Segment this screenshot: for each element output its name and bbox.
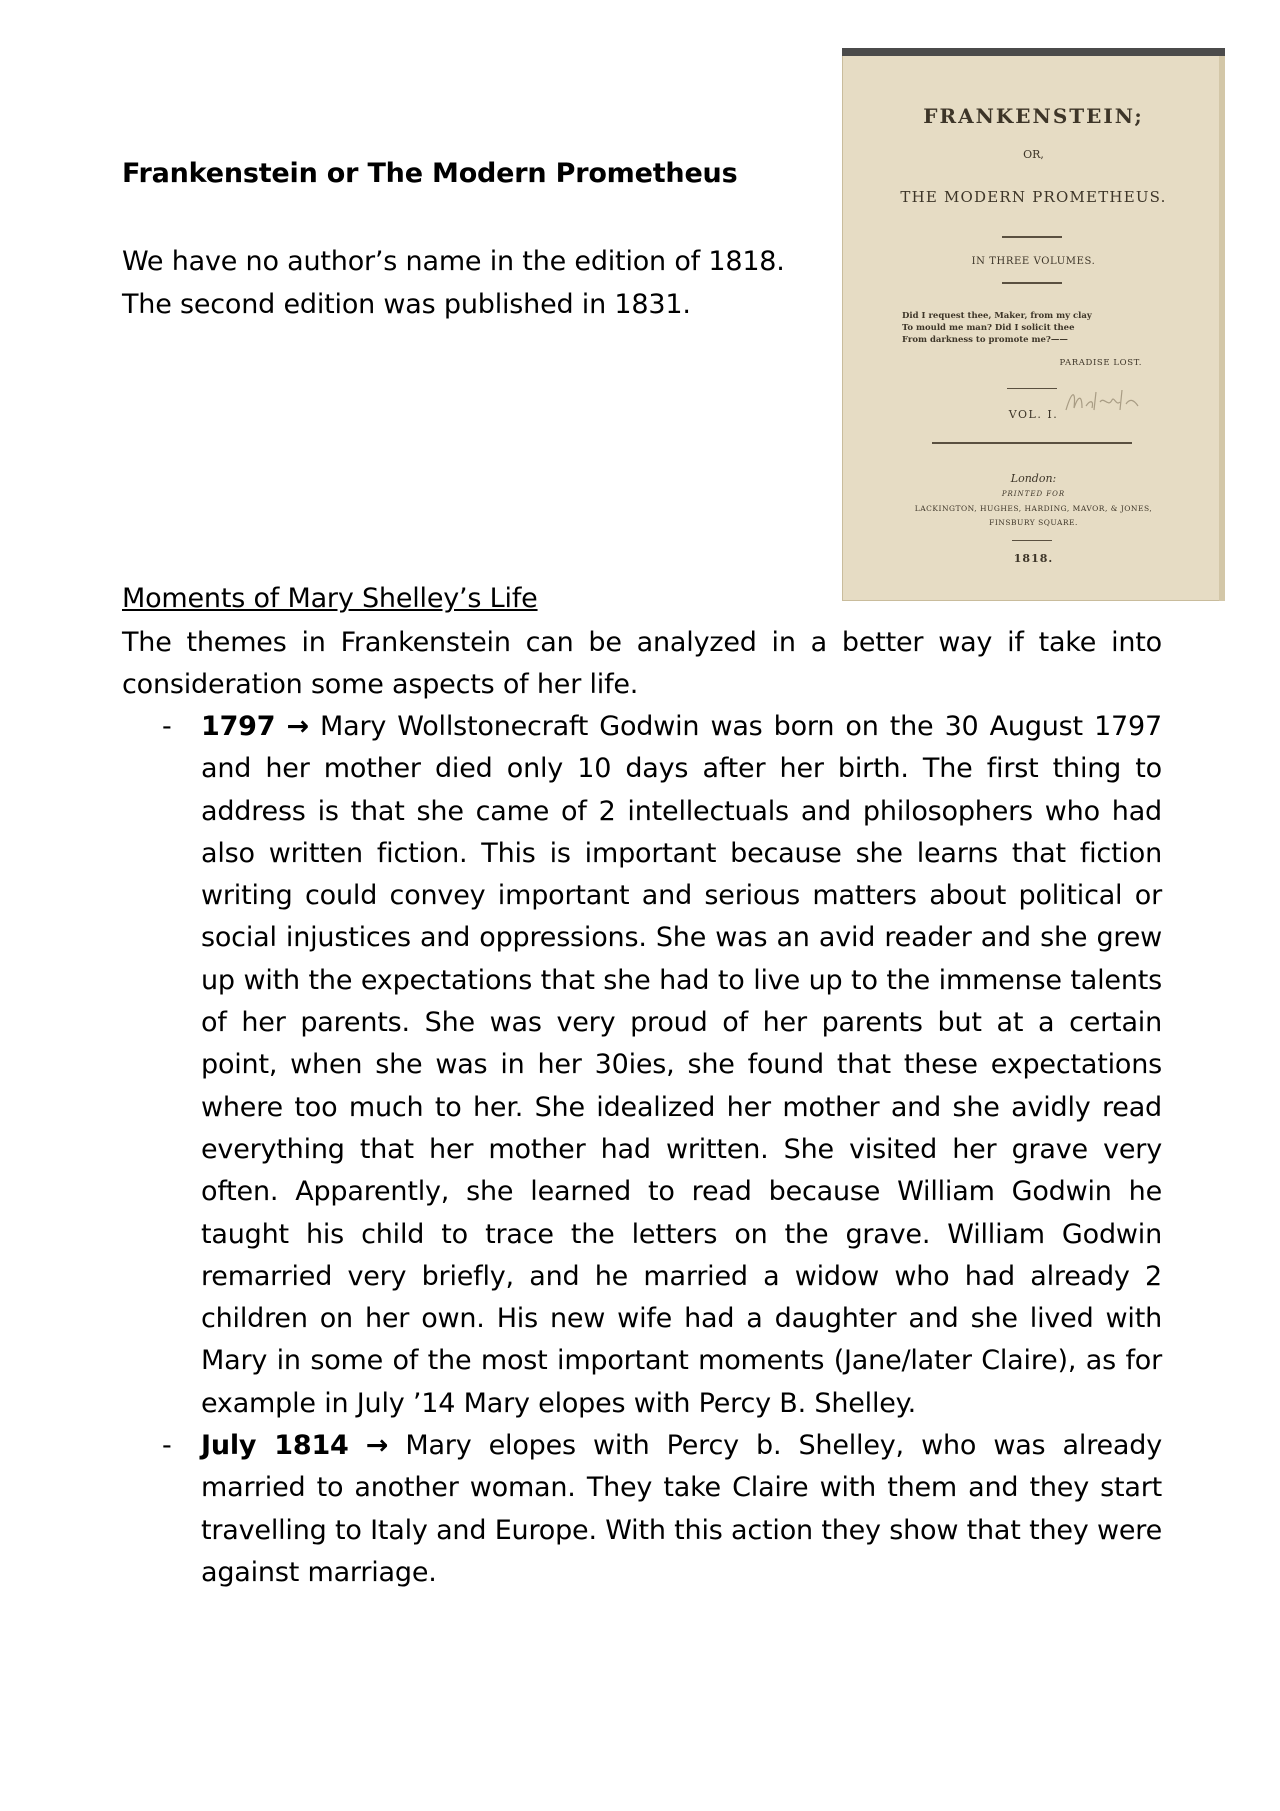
scan-book-title: FRANKENSTEIN; — [923, 104, 1144, 128]
bullet-dash: - — [162, 1430, 172, 1462]
timeline-list — [122, 706, 1162, 1594]
list-item — [122, 1425, 1162, 1594]
scan-ornament-rule — [1002, 282, 1062, 284]
intro-line: The second edition was published in 1831. — [122, 289, 691, 320]
document-title: Frankenstein or The Modern Prometheus — [122, 158, 738, 189]
section-heading: Moments of Mary Shelley’s Life — [122, 583, 538, 614]
list-item — [122, 706, 1162, 1425]
section-intro: The themes in Frankenstein can be analyzed in a better way if take into consideration some aspects of her life. — [122, 627, 1162, 700]
scan-year: 1818. — [1013, 552, 1054, 565]
scan-rule — [1007, 388, 1057, 389]
intro-line: We have no author’s name in the edition of 1818. — [122, 246, 785, 277]
scan-printed-for: PRINTED FOR — [1001, 490, 1066, 498]
intro-text — [122, 240, 842, 326]
scan-double-rule — [932, 442, 1132, 444]
handwritten-signature — [1064, 386, 1144, 416]
scan-or: OR, — [1023, 148, 1044, 161]
title-page-scan — [842, 48, 1225, 601]
scan-volume-number: VOL. I. — [1008, 408, 1059, 421]
scan-address: FINSBURY SQUARE. — [989, 518, 1078, 527]
scan-city: London: — [1010, 472, 1057, 485]
scan-publishers: LACKINGTON, HUGHES, HARDING, MAVOR, & JONES, — [914, 504, 1153, 513]
scan-toolbar-strip — [842, 48, 1225, 56]
scan-rule — [1012, 540, 1052, 541]
item-date: July 1814 — [201, 1430, 349, 1462]
bullet-dash: - — [162, 711, 172, 742]
scan-epigraph-line: To mould me man? Did I solicit thee — [902, 323, 1075, 333]
scan-epigraph-line: Did I request thee, Maker, from my clay — [902, 311, 1092, 321]
scan-epigraph — [902, 310, 1122, 346]
scan-ornament-rule — [1002, 236, 1062, 238]
item-date: 1797 — [201, 711, 276, 742]
scan-volumes: IN THREE VOLUMES. — [971, 256, 1096, 267]
arrow-icon: → — [286, 711, 309, 742]
item-text: Mary Wollstonecraft Godwin was born on the 30 August 1797 and her mother died only 10 days after her birth. The first thing to address is that she came of 2 intellectuals and philosophers who had also written fiction. This is important because she learns that fiction writing could convey important and serious matters about political or social injustices and oppressions. She was an avid reader and she grew up with the expectations that she had to live up to the immense talents of her parents. She was very proud of her parents but at a certain point, when she was in her 30ies, she found that these expectations where too much to her. She idealized her mother and she avidly read everything that her mother had written. She visited her grave very often. Apparently, she learned to read because William Godwin he taught his child to trace the letters on the grave. William Godwin remarried very briefly, and he married a widow who had already 2 children on her own. His new wife had a daughter and she lived with Mary in some of the most important moments (Jane/later Claire), as for example in July ’14 Mary elopes with Percy B. Shelley. — [201, 711, 1162, 1419]
scan-epigraph-source: PARADISE LOST. — [1059, 358, 1142, 368]
item-text: Mary elopes with Percy b. Shelley, who was already married to another woman. They take Claire with them and they start travelling to Italy and Europe. With this action they show that they were against marriage. — [201, 1430, 1162, 1588]
scan-epigraph-line: From darkness to promote me?—— — [902, 335, 1068, 345]
scan-subtitle: THE MODERN PROMETHEUS. — [900, 188, 1167, 206]
arrow-icon: → — [365, 1430, 389, 1462]
